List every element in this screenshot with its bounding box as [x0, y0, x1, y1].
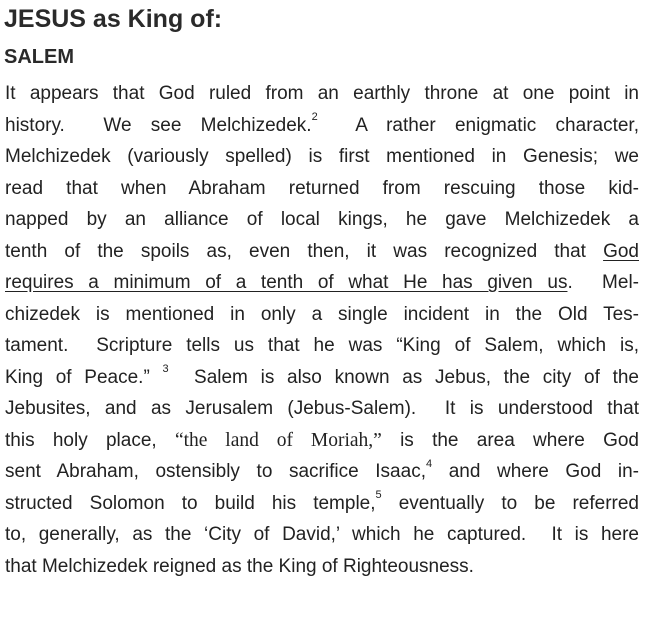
- text-line-13: sent Abraham, ostensibly to sacrifice Isaac,$^4$ and where God in-: [5, 457, 640, 482]
- text-line-4: read that when Abraham returned from rescuing those kid-: [5, 177, 639, 199]
- underlined-phrase-part-2: requires a minimum of a tenth of what He has given us: [5, 272, 568, 293]
- footnote-ref-5[interactable]: 5: [375, 489, 382, 502]
- text-line-7: requires a minimum of a tenth of what He has given us. Mel-: [5, 272, 639, 293]
- quoted-phrase: “the land of Moriah,”: [174, 429, 382, 451]
- section-subheading: SALEM: [4, 46, 74, 68]
- text-line-8: chizedek is mentioned in only a single incident in the Old Tes-: [5, 303, 639, 325]
- body-paragraph: [5, 78, 639, 582]
- text-line-12: this holy place, “the land of Moriah,” is the area where God: [5, 429, 639, 451]
- text-line-6: tenth of the spoils as, even then, it was recognized that God: [5, 240, 639, 262]
- text-line-15: to, generally, as the ‘City of David,’ which he captured. It is here: [5, 524, 639, 545]
- footnote-ref-4[interactable]: 4: [425, 457, 433, 470]
- underlined-phrase-part-1: God: [603, 240, 639, 262]
- text-line-3: Melchizedek (variously spelled) is first mentioned in Genesis; we: [5, 146, 639, 167]
- text-line-9: tament. Scripture tells us that he was “King of Salem, which is,: [5, 335, 639, 356]
- footnote-ref-3[interactable]: 3: [162, 363, 169, 376]
- text-line-11: Jebusites, and as Jerusalem (Jebus-Salem). It is understood that: [5, 398, 639, 419]
- footnote-ref-2[interactable]: 2: [311, 111, 318, 124]
- text-line-1: It appears that God ruled from an earthly throne at one point in: [5, 83, 639, 104]
- text-line-16: that Melchizedek reigned as the King of Righteousness.: [5, 555, 474, 577]
- text-line-14: structed Solomon to build his temple,$^5$ eventually to be referred: [5, 489, 639, 514]
- text-line-5: napped by an alliance of local kings, he gave Melchizedek a: [5, 209, 639, 230]
- text-line-10: King of Peace.” $^3$ Salem is also known as Jebus, the city of the: [5, 363, 639, 388]
- text-line-2: history. We see Melchizedek.$^2$ A rather enigmatic character,: [5, 111, 639, 136]
- section-heading: JESUS as King of:: [4, 5, 223, 33]
